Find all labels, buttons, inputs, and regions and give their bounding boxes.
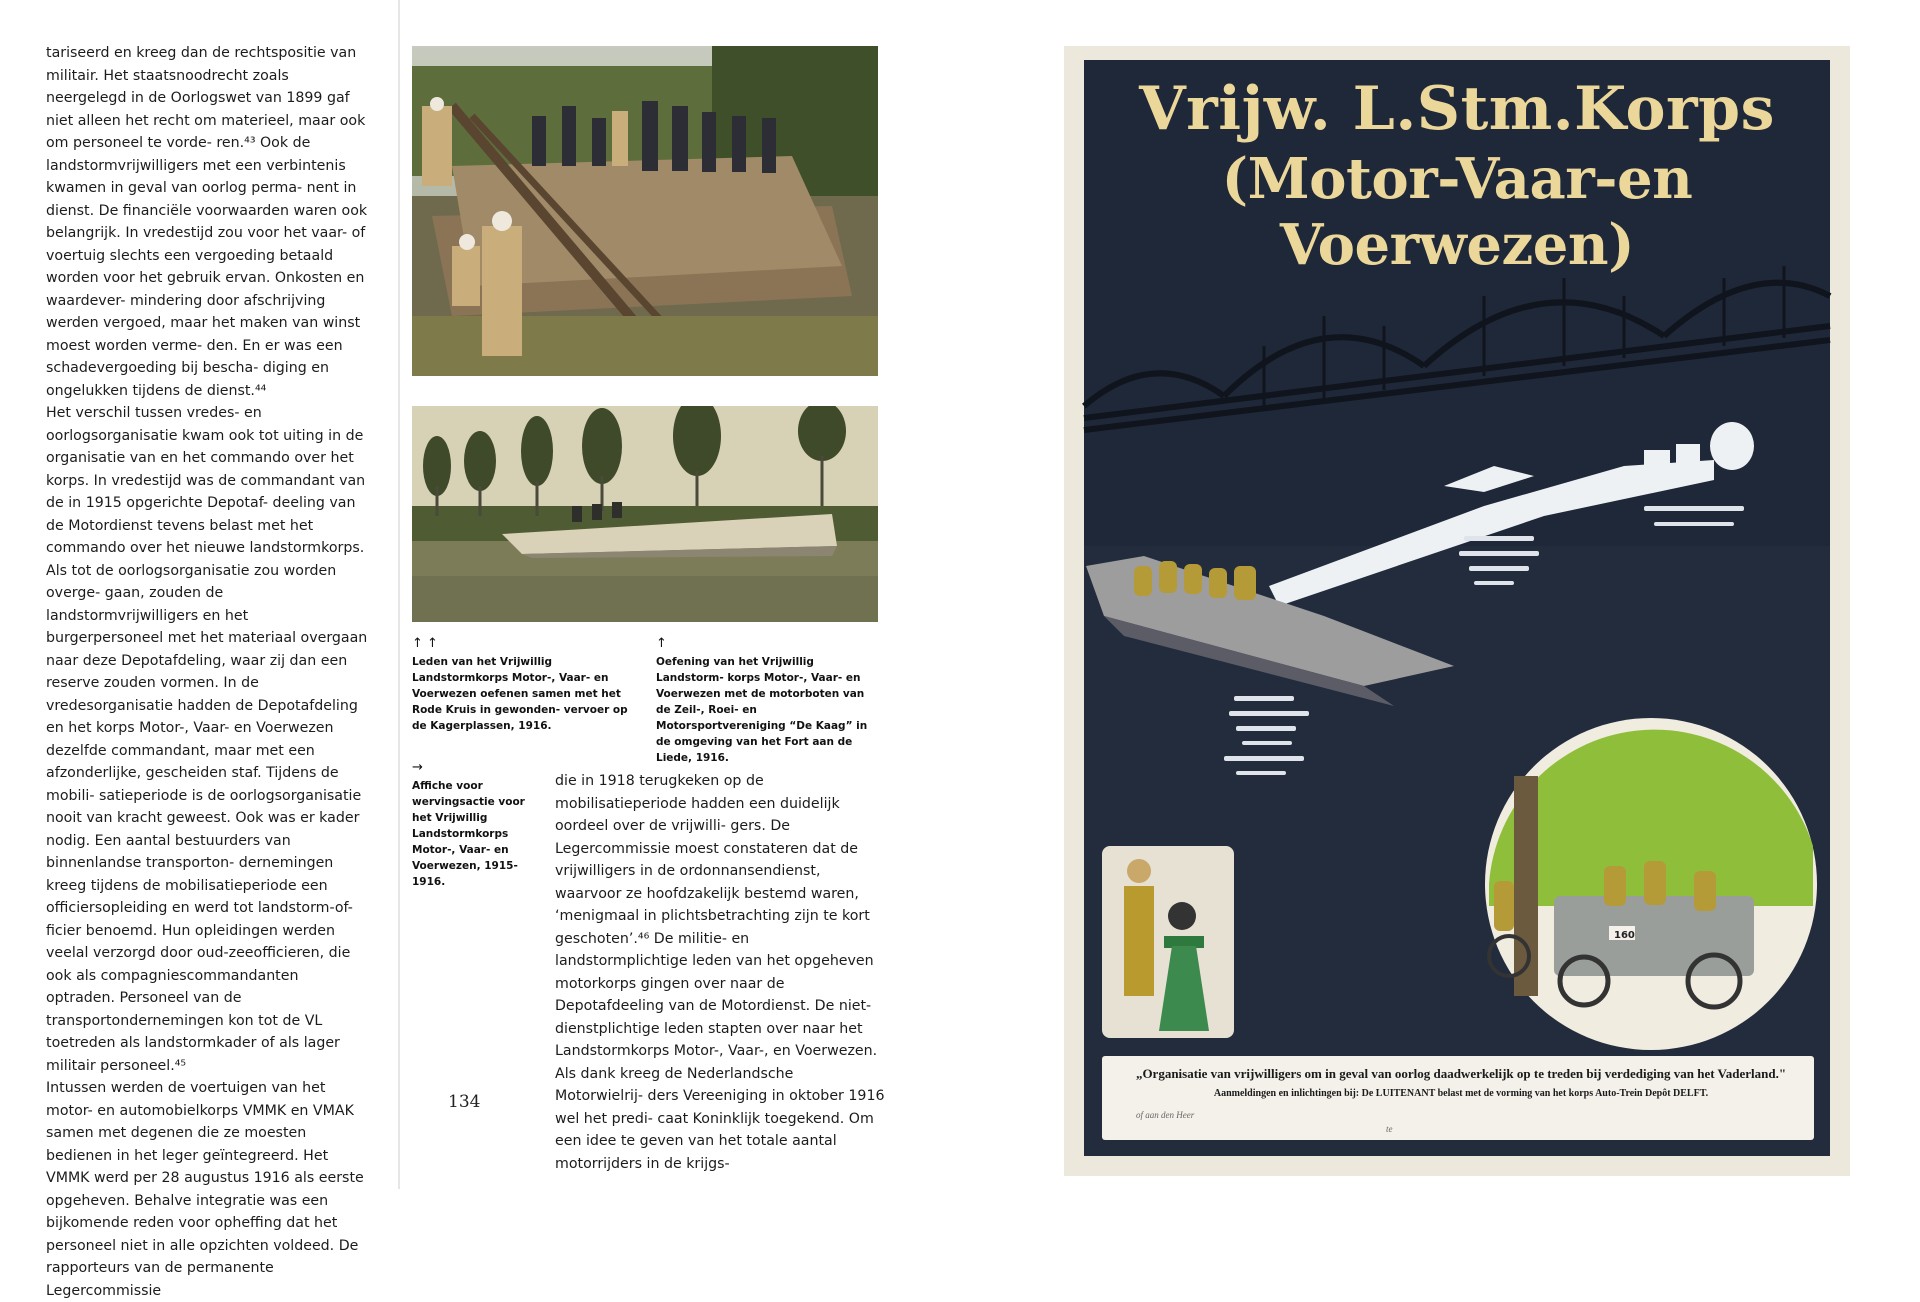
page-number: 134 xyxy=(448,1092,481,1112)
photo-red-cross-exercise xyxy=(412,46,878,376)
poster-address-line: of aan den Heer xyxy=(1136,1110,1195,1120)
recruitment-poster xyxy=(1064,46,1850,1176)
caption-text: Affiche voor wervingsactie voor het Vrijwillig Landstormkorps Motor-, Vaar- en Voerwezen, 1915-1916. xyxy=(412,780,525,888)
photo-motorboat-exercise xyxy=(412,406,878,622)
caption-photo-1 xyxy=(412,636,634,734)
arrow-right-icon: → xyxy=(412,760,423,775)
caption-poster xyxy=(412,760,530,890)
arrow-up-icon: ↑ ↑ xyxy=(412,636,438,651)
paragraph: Intussen werden de voertuigen van het motor- en automobielkorps VMMK en VMAK samen met degenen die ze moesten bedienen in het leger geïntegreerd. Het VMMK werd per 28 augustus 1916 als eerste opgeheven. Behalve integratie was een bijkomende reden voor opheffing dat het personeel niet in alle opzichten voldeed. De rapporteurs van de permanente Legercommissie xyxy=(46,1080,364,1299)
poster-title-line-1: Vrijw. L.Stm.Korps xyxy=(1139,74,1775,144)
paragraph: Het verschil tussen vredes- en oorlogsorganisatie kwam ook tot uiting in de organisatie van en het commando over het korps. In vredestijd was de commandant van de in 1915 opgerichte Depotaf- deeling van de Motordienst tevens belast met het commando over het nieuwe landstormkorps. Als tot de oorlogsorganisatie zou worden overge- gaan, zouden de landstormvrijwilligers en het burgerpersoneel met het materiaal overgaan naar deze Depotafdeling, waar zij dan een reserve zouden vormen. In de vredesorganisatie hadden de Depotafdeling en het korps Motor-, Vaar- en Voerwezen dezelfde commandant, maar met een afzonderlijke, gescheiden staf. Tijdens de mobili- satieperiode is de oorlogsorganisatie nooit van kracht geweest. Ook was er kader nodig. Een aantal bestuurders van binnenlandse transporton- dernemingen kreeg tijdens de mobilisatieperiode een officiersopleiding en werd tot landstorm-of- ficier benoemd. Hun opleidingen werden veelal verzorgd door oud-zeeofficieren, die ook als compagniescommandanten optraden. Personeel van de transportondernemingen kon tot de VL toetreden als landstormkader of als lager militair personeel.⁴⁵ xyxy=(46,405,368,1074)
body-text-left-column xyxy=(46,42,368,1302)
poster-title-line-2: (Motor-Vaar-en Voerwezen) xyxy=(1221,146,1693,278)
poster-slogan: „Organisatie van vrijwilligers om in geval van oorlog daadwerkelijk op te treden bij verdediging van het Vaderland." xyxy=(1135,1066,1787,1081)
book-gutter xyxy=(398,0,400,1189)
arrow-up-icon: ↑ xyxy=(656,636,667,651)
paragraph: die in 1918 terugkeken op de mobilisatieperiode hadden een duidelijk oordeel over de vrijwilli- gers. De Legercommissie moest constateren dat de vrijwilligers in de ordonnansendienst, waarvoor ze hoofdzakelijk bestemd waren, ‘menigmaal in plichtsbetrachting zijn te kort geschoten’.⁴⁶ De militie- en landstormplichtige leden van het opgeheven motorkorps gingen over naar de Depotafdeeling van de Motordienst. De niet-dienstplichtige leden stapten over naar het Landstormkorps Motor-, Vaar-, en Voerwezen. Als dank kreeg de Nederlandsche Motorwielrij- ders Vereeniging in oktober 1916 wel het predi- caat Koninklijk toegekend. Om een idee te geven van het totale aantal motorrijders in de krijgs- xyxy=(555,773,885,1172)
caption-photo-2 xyxy=(656,636,878,766)
paragraph: tariseerd en kreeg dan de rechtspositie van militair. Het staatsnoodrecht zoals neergelegd in de Oorlogswet van 1899 gaf niet alleen het recht om materieel, maar ook om personeel te vorde- ren.⁴³ Ook de landstormvrijwilligers met een verbintenis kwamen in geval van oorlog perma- nent in dienst. De financiële voorwaarden waren ook belangrijk. In vredestijd zou voor het vaar- of voertuig slechts een vergoeding betaald worden voor het gebruik ervan. Onkosten en waardever- mindering door afschrijving werden vergoed, maar het maken van winst moest worden verme- den. En er was een schadevergoeding bij bescha- diging en ongelukken tijdens de dienst.⁴⁴ xyxy=(46,45,368,399)
caption-text: Leden van het Vrijwillig Landstormkorps Motor-, Vaar- en Voerwezen oefenen samen met het Rode Kruis in gewonden- vervoer op de Kagerplassen, 1916. xyxy=(412,656,628,732)
poster-place-line: te xyxy=(1386,1124,1393,1134)
vehicle-plate: 160 xyxy=(1614,930,1635,941)
poster-footer xyxy=(1102,1056,1814,1140)
body-text-right-column xyxy=(555,770,885,1175)
caption-text: Oefening van het Vrijwillig Landstorm- korps Motor-, Vaar- en Voerwezen met de motorboten van de Zeil-, Roei- en Motorsportvereniging “De Kaag” in de omgeving van het Fort aan de Liede, 1916. xyxy=(656,656,868,764)
poster-info: Aanmeldingen en inlichtingen bij: De LUITENANT belast met de vorming van het korps Auto-Trein Depôt DELFT. xyxy=(1213,1088,1709,1099)
